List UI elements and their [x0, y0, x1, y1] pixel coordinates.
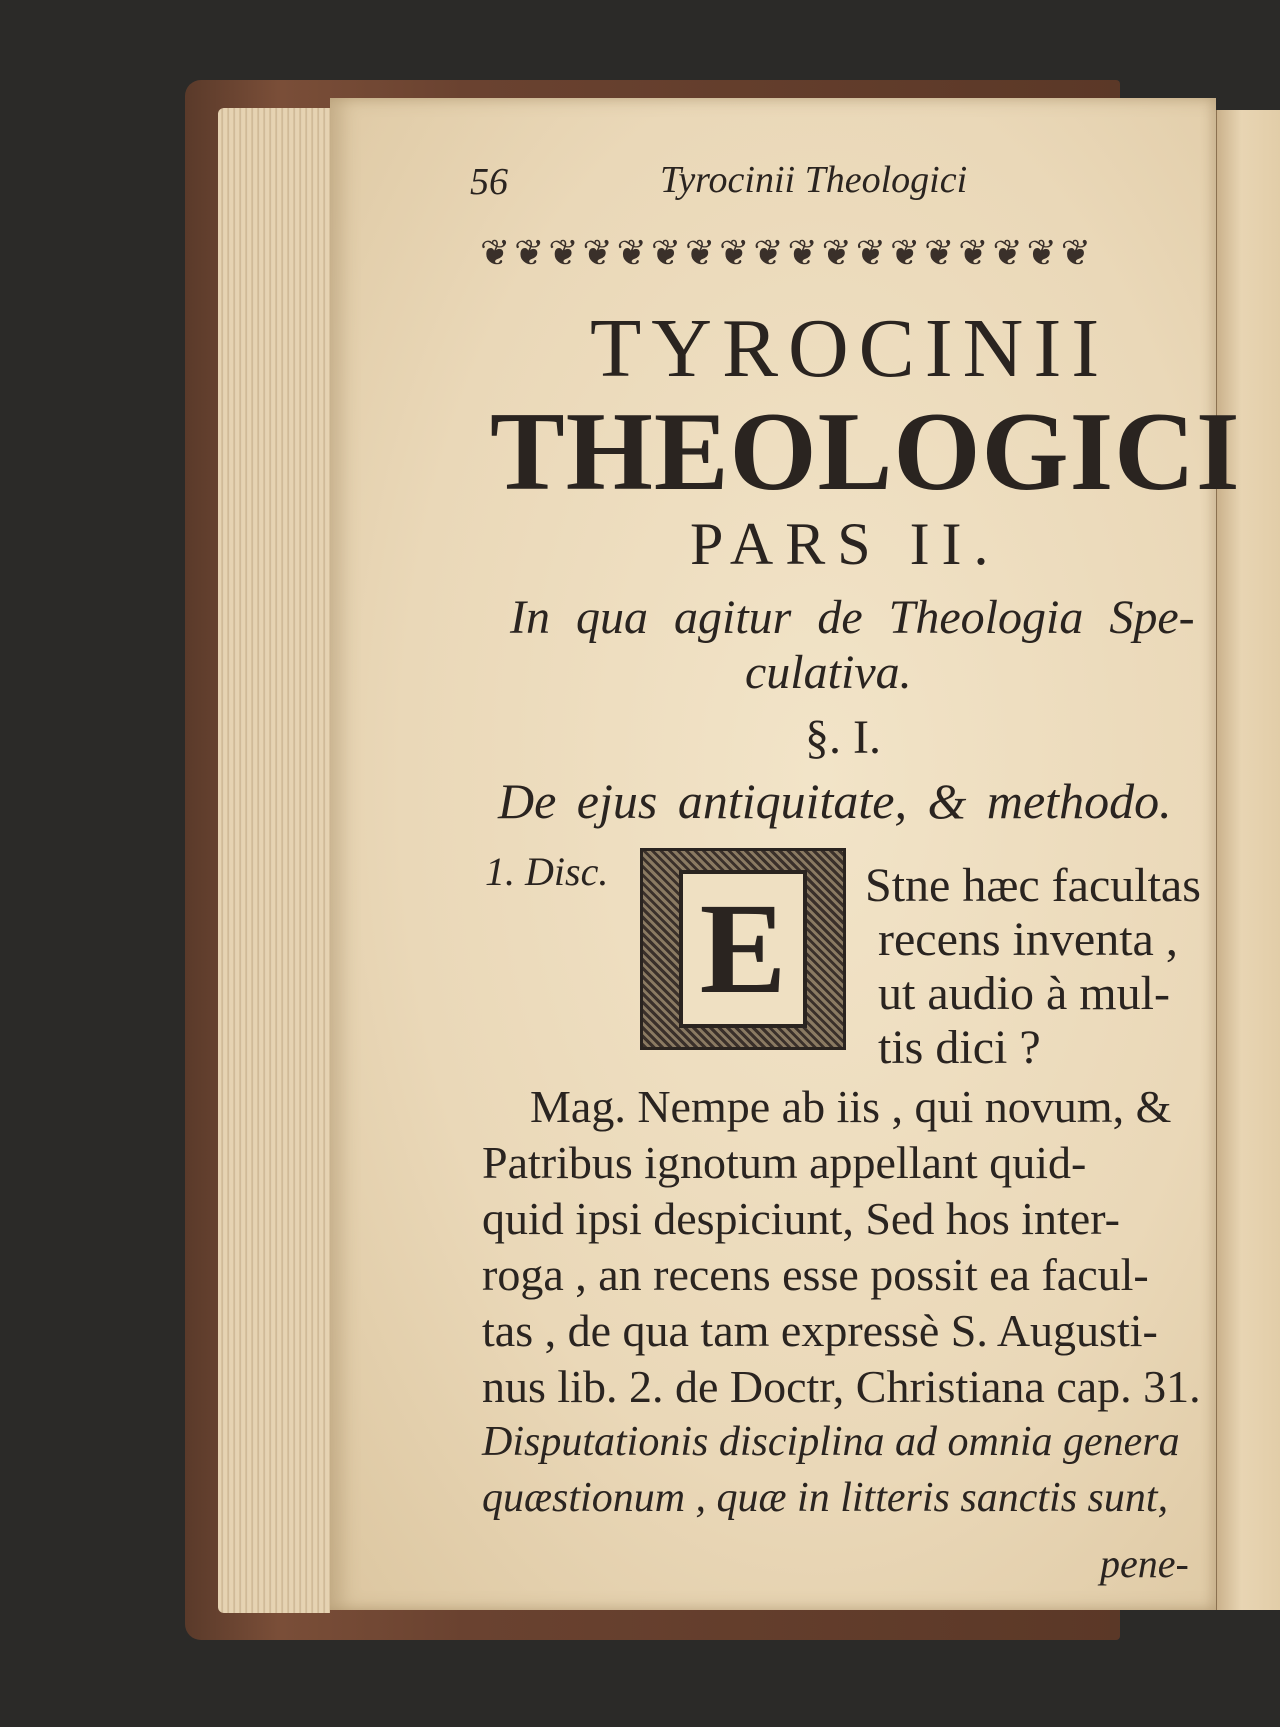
- opening-line: tis dici ?: [878, 1021, 1041, 1074]
- subtitle-line-2: culativa.: [745, 646, 912, 699]
- decorated-initial: [640, 848, 846, 1050]
- catchword: pene-: [1100, 1541, 1189, 1586]
- page-edges: [218, 108, 330, 1613]
- paragraph-line: quid ipsi despiciunt, Sed hos inter-: [482, 1193, 1120, 1244]
- section-heading: De ejus antiquitate, & methodo.: [498, 773, 1172, 829]
- facing-page-edge: [1216, 110, 1280, 1610]
- title-line-1: TYROCINII: [590, 302, 1110, 395]
- opening-line: ut audio à mul-: [878, 967, 1170, 1020]
- page-number: 56: [470, 161, 508, 203]
- title-line-2: THEOLOGICI: [490, 390, 1241, 514]
- opening-line: recens inventa ,: [878, 913, 1178, 966]
- paragraph-line: tas , de qua tam expressè S. Augusti-: [482, 1305, 1158, 1356]
- paragraph-line: nus lib. 2. de Doctr, Christiana cap. 31.: [482, 1361, 1201, 1412]
- running-head: Tyrocinii Theologici: [660, 159, 968, 201]
- paragraph-line: Mag. Nempe ab iis , qui novum, &: [530, 1081, 1172, 1132]
- title-line-3: PARS II.: [690, 511, 1001, 577]
- paragraph-line: roga , an recens esse possit ea facul-: [482, 1249, 1149, 1300]
- initial-letter: E: [679, 870, 807, 1028]
- margin-note: 1. Disc.: [485, 849, 609, 894]
- ornament-band: ❦❦❦❦❦❦❦❦❦❦❦❦❦❦❦❦❦❦: [480, 233, 1095, 273]
- quote-line: Disputationis disciplina ad omnia genera: [482, 1419, 1180, 1465]
- paragraph-line: Patribus ignotum appellant quid-: [482, 1137, 1087, 1188]
- subtitle-line-1: In qua agitur de Theologia Spe-: [510, 591, 1195, 644]
- section-mark: §. I.: [805, 711, 881, 764]
- opening-line: Stne hæc facultas: [865, 859, 1201, 912]
- quote-line: quæstionum , quæ in litteris sanctis sunt,: [482, 1475, 1169, 1521]
